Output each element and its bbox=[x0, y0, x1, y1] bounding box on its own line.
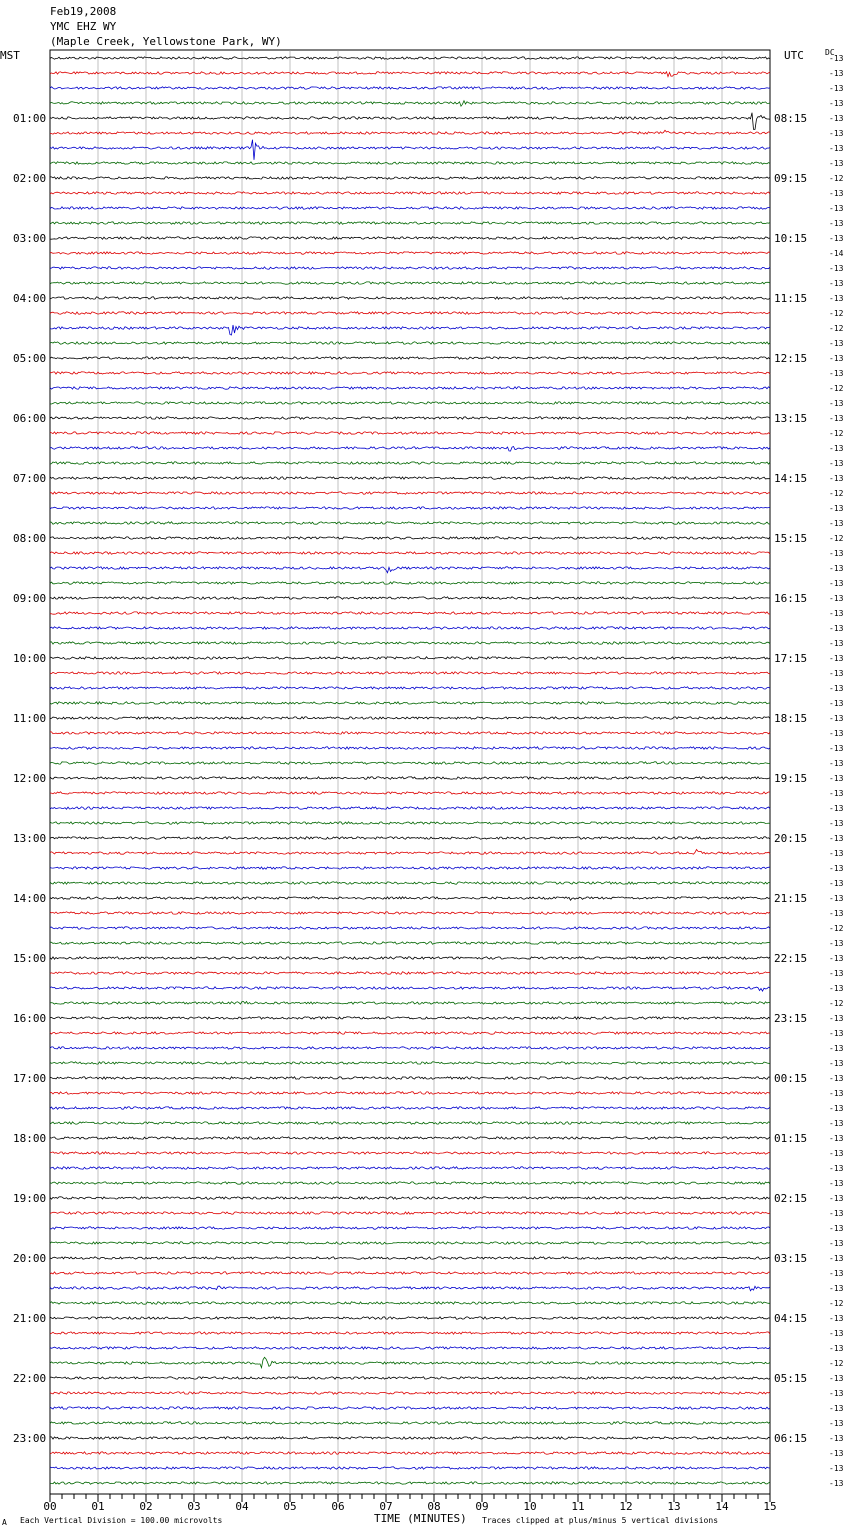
seismic-trace bbox=[50, 1137, 770, 1139]
seismic-trace bbox=[50, 447, 770, 452]
seismic-trace bbox=[50, 792, 770, 794]
dc-offset-label: -12 bbox=[829, 924, 844, 933]
right-hour-label: 15:15 bbox=[774, 532, 808, 545]
right-hour-label: 06:15 bbox=[774, 1432, 808, 1445]
dc-offset-label: -13 bbox=[829, 849, 844, 858]
dc-offset-label: -13 bbox=[829, 354, 844, 363]
seismic-trace bbox=[50, 777, 770, 779]
seismic-trace bbox=[50, 387, 770, 389]
seismic-trace bbox=[50, 1482, 770, 1484]
dc-offset-label: -13 bbox=[829, 399, 844, 408]
dc-label: DC bbox=[825, 48, 835, 57]
seismic-trace bbox=[50, 837, 770, 839]
seismic-trace bbox=[50, 850, 770, 855]
left-hour-label: 16:00 bbox=[13, 1012, 47, 1025]
dc-offset-label: -13 bbox=[829, 1074, 844, 1083]
seismic-trace bbox=[50, 1122, 770, 1124]
seismic-trace bbox=[50, 672, 770, 674]
seismic-trace bbox=[50, 912, 770, 914]
dc-offset-label: -13 bbox=[829, 699, 844, 708]
dc-offset-label: -13 bbox=[829, 624, 844, 633]
dc-offset-label: -13 bbox=[829, 879, 844, 888]
left-hour-label: 15:00 bbox=[13, 952, 47, 965]
right-hour-label: 01:15 bbox=[774, 1132, 808, 1145]
seismic-trace bbox=[50, 1017, 770, 1019]
seismic-trace bbox=[50, 297, 770, 299]
dc-offset-label: -13 bbox=[829, 1449, 844, 1458]
seismic-trace bbox=[50, 867, 770, 869]
dc-offset-label: -13 bbox=[829, 159, 844, 168]
dc-offset-label: -12 bbox=[829, 174, 844, 183]
seismic-trace bbox=[50, 762, 770, 764]
dc-offset-label: -13 bbox=[829, 714, 844, 723]
dc-offset-label: -12 bbox=[829, 384, 844, 393]
dc-offset-label: -13 bbox=[829, 1179, 844, 1188]
dc-offset-label: -13 bbox=[829, 414, 844, 423]
dc-offset-label: -13 bbox=[829, 834, 844, 843]
seismic-trace bbox=[50, 1407, 770, 1409]
dc-offset-label: -13 bbox=[829, 1479, 844, 1488]
left-hour-label: 12:00 bbox=[13, 772, 47, 785]
dc-offset-label: -13 bbox=[829, 789, 844, 798]
dc-offset-label: -13 bbox=[829, 1194, 844, 1203]
seismic-trace bbox=[50, 1317, 770, 1319]
seismic-trace bbox=[50, 462, 770, 464]
dc-offset-label: -13 bbox=[829, 1464, 844, 1473]
x-tick-label: 06 bbox=[331, 1500, 345, 1513]
x-tick-label: 02 bbox=[139, 1500, 153, 1513]
right-hour-label: 13:15 bbox=[774, 412, 808, 425]
dc-offset-label: -13 bbox=[829, 594, 844, 603]
dc-offset-label: -13 bbox=[829, 1014, 844, 1023]
left-hour-label: 04:00 bbox=[13, 292, 47, 305]
seismic-trace bbox=[50, 567, 770, 573]
seismic-trace bbox=[50, 267, 770, 269]
seismic-trace bbox=[50, 942, 770, 944]
station-code: YMC EHZ WY bbox=[50, 20, 117, 33]
dc-offset-label: -12 bbox=[829, 534, 844, 543]
seismic-trace bbox=[50, 552, 770, 554]
seismic-trace bbox=[50, 1227, 770, 1229]
dc-offset-label: -13 bbox=[829, 954, 844, 963]
seismic-trace bbox=[50, 252, 770, 254]
seismic-trace bbox=[50, 807, 770, 809]
seismic-trace bbox=[50, 582, 770, 584]
left-hour-label: 18:00 bbox=[13, 1132, 47, 1145]
dc-offset-label: -13 bbox=[829, 264, 844, 273]
seismic-trace bbox=[50, 987, 770, 991]
x-tick-label: 15 bbox=[763, 1500, 777, 1513]
x-tick-label: 08 bbox=[427, 1500, 441, 1513]
left-hour-label: 20:00 bbox=[13, 1252, 47, 1265]
left-hour-label: 02:00 bbox=[13, 172, 47, 185]
seismic-trace bbox=[50, 432, 770, 434]
dc-offset-label: -13 bbox=[829, 339, 844, 348]
left-hour-label: 21:00 bbox=[13, 1312, 47, 1325]
seismic-trace bbox=[50, 1032, 770, 1034]
dc-offset-label: -13 bbox=[829, 1374, 844, 1383]
dc-offset-label: -13 bbox=[829, 1254, 844, 1263]
x-tick-label: 04 bbox=[235, 1500, 249, 1513]
seismic-trace bbox=[50, 1092, 770, 1094]
seismic-trace bbox=[50, 687, 770, 689]
right-hour-label: 18:15 bbox=[774, 712, 808, 725]
seismic-trace bbox=[50, 882, 770, 884]
dc-offset-label: -13 bbox=[829, 1434, 844, 1443]
right-hour-label: 19:15 bbox=[774, 772, 808, 785]
right-hour-label: 20:15 bbox=[774, 832, 808, 845]
seismic-trace bbox=[50, 717, 770, 719]
dc-offset-label: -13 bbox=[829, 1389, 844, 1398]
dc-offset-label: -14 bbox=[829, 249, 844, 258]
seismic-trace bbox=[50, 972, 770, 974]
seismic-trace bbox=[50, 927, 770, 929]
dc-offset-label: -13 bbox=[829, 684, 844, 693]
right-hour-label: 09:15 bbox=[774, 172, 808, 185]
left-hour-label: 09:00 bbox=[13, 592, 47, 605]
dc-offset-label: -13 bbox=[829, 474, 844, 483]
dc-offset-label: -13 bbox=[829, 1029, 844, 1038]
x-tick-label: 14 bbox=[715, 1500, 729, 1513]
seismic-trace bbox=[50, 642, 770, 644]
seismic-trace bbox=[50, 192, 770, 194]
x-tick-label: 07 bbox=[379, 1500, 393, 1513]
dc-offset-label: -12 bbox=[829, 999, 844, 1008]
seismic-trace bbox=[50, 72, 770, 77]
dc-offset-label: -13 bbox=[829, 1239, 844, 1248]
dc-offset-label: -13 bbox=[829, 1284, 844, 1293]
dc-offset-label: -13 bbox=[829, 1329, 844, 1338]
seismic-trace bbox=[50, 222, 770, 224]
dc-offset-label: -13 bbox=[829, 1089, 844, 1098]
seismic-trace bbox=[50, 417, 770, 419]
dc-offset-label: -13 bbox=[829, 99, 844, 108]
clip-note: Traces clipped at plus/minus 5 vertical divisions bbox=[482, 1516, 719, 1525]
seismic-trace bbox=[50, 1212, 770, 1214]
seismic-trace bbox=[50, 130, 770, 134]
seismic-trace bbox=[50, 101, 770, 107]
seismic-trace bbox=[50, 1002, 770, 1005]
seismic-trace bbox=[50, 897, 770, 901]
left-timezone: MST bbox=[0, 49, 20, 62]
dc-offset-label: -13 bbox=[829, 939, 844, 948]
dc-offset-label: -13 bbox=[829, 204, 844, 213]
x-tick-label: 03 bbox=[187, 1500, 201, 1513]
right-hour-label: 11:15 bbox=[774, 292, 808, 305]
seismic-trace bbox=[50, 1242, 770, 1244]
dc-offset-label: -13 bbox=[829, 294, 844, 303]
seismic-trace bbox=[50, 325, 770, 335]
right-hour-label: 03:15 bbox=[774, 1252, 808, 1265]
dc-offset-label: -13 bbox=[829, 219, 844, 228]
seismic-trace bbox=[50, 1286, 770, 1291]
left-hour-label: 05:00 bbox=[13, 352, 47, 365]
dc-offset-label: -13 bbox=[829, 1104, 844, 1113]
seismic-trace bbox=[50, 1392, 770, 1394]
seismic-trace bbox=[50, 113, 770, 130]
seismic-trace bbox=[50, 732, 770, 734]
dc-offset-label: -13 bbox=[829, 609, 844, 618]
x-axis-title: TIME (MINUTES) bbox=[374, 1512, 467, 1525]
seismic-trace bbox=[50, 612, 770, 614]
dc-offset-label: -13 bbox=[829, 144, 844, 153]
seismic-trace bbox=[50, 1377, 770, 1379]
dc-offset-label: -13 bbox=[829, 909, 844, 918]
left-hour-label: 13:00 bbox=[13, 832, 47, 845]
dc-offset-label: -13 bbox=[829, 969, 844, 978]
seismic-trace bbox=[50, 627, 770, 629]
footer-mark: A bbox=[2, 1518, 7, 1527]
dc-offset-label: -13 bbox=[829, 1404, 844, 1413]
dc-offset-label: -12 bbox=[829, 1299, 844, 1308]
dc-offset-label: -13 bbox=[829, 54, 844, 63]
dc-offset-label: -13 bbox=[829, 1044, 844, 1053]
seismic-trace bbox=[50, 1347, 770, 1349]
right-hour-label: 12:15 bbox=[774, 352, 808, 365]
seismic-trace bbox=[50, 1302, 770, 1304]
seismic-trace bbox=[50, 207, 770, 209]
dc-offset-label: -12 bbox=[829, 1359, 844, 1368]
seismic-trace bbox=[50, 372, 770, 374]
seismic-trace bbox=[50, 1452, 770, 1454]
right-hour-label: 23:15 bbox=[774, 1012, 808, 1025]
seismic-trace bbox=[50, 57, 770, 59]
dc-offset-label: -13 bbox=[829, 189, 844, 198]
right-hour-label: 22:15 bbox=[774, 952, 808, 965]
dc-offset-label: -13 bbox=[829, 459, 844, 468]
dc-offset-label: -13 bbox=[829, 759, 844, 768]
right-hour-label: 05:15 bbox=[774, 1372, 808, 1385]
dc-offset-label: -13 bbox=[829, 819, 844, 828]
seismic-trace bbox=[50, 1422, 770, 1424]
x-tick-label: 09 bbox=[475, 1500, 489, 1513]
right-hour-label: 21:15 bbox=[774, 892, 808, 905]
seismic-trace bbox=[50, 1047, 770, 1049]
left-hour-label: 10:00 bbox=[13, 652, 47, 665]
left-hour-label: 17:00 bbox=[13, 1072, 47, 1085]
left-hour-label: 19:00 bbox=[13, 1192, 47, 1205]
left-hour-label: 22:00 bbox=[13, 1372, 47, 1385]
left-hour-label: 06:00 bbox=[13, 412, 47, 425]
x-tick-label: 01 bbox=[91, 1500, 105, 1513]
right-hour-label: 04:15 bbox=[774, 1312, 808, 1325]
left-hour-label: 03:00 bbox=[13, 232, 47, 245]
seismic-trace bbox=[50, 537, 770, 539]
dc-offset-label: -12 bbox=[829, 324, 844, 333]
dc-offset-label: -13 bbox=[829, 1209, 844, 1218]
seismic-trace bbox=[50, 1062, 770, 1064]
left-hour-label: 23:00 bbox=[13, 1432, 47, 1445]
seismic-trace bbox=[50, 492, 770, 494]
left-hour-label: 14:00 bbox=[13, 892, 47, 905]
seismic-trace bbox=[50, 1077, 770, 1079]
dc-offset-label: -13 bbox=[829, 444, 844, 453]
left-hour-label: 08:00 bbox=[13, 532, 47, 545]
seismic-trace bbox=[50, 822, 770, 824]
dc-offset-label: -13 bbox=[829, 579, 844, 588]
dc-offset-label: -13 bbox=[829, 69, 844, 78]
dc-offset-label: -13 bbox=[829, 1314, 844, 1323]
seismic-trace bbox=[50, 522, 770, 524]
dc-offset-label: -13 bbox=[829, 1119, 844, 1128]
dc-offset-label: -13 bbox=[829, 519, 844, 528]
seismic-trace bbox=[50, 312, 770, 314]
seismic-trace bbox=[50, 1467, 770, 1469]
dc-offset-label: -13 bbox=[829, 1269, 844, 1278]
dc-offset-label: -13 bbox=[829, 639, 844, 648]
seismic-trace bbox=[50, 657, 770, 659]
right-hour-label: 14:15 bbox=[774, 472, 808, 485]
seismic-trace bbox=[50, 477, 770, 479]
dc-offset-label: -12 bbox=[829, 309, 844, 318]
dc-offset-label: -13 bbox=[829, 984, 844, 993]
seismic-trace bbox=[50, 140, 770, 160]
x-tick-label: 12 bbox=[619, 1500, 633, 1513]
right-hour-label: 16:15 bbox=[774, 592, 808, 605]
dc-offset-label: -13 bbox=[829, 744, 844, 753]
right-hour-label: 17:15 bbox=[774, 652, 808, 665]
dc-offset-label: -13 bbox=[829, 1134, 844, 1143]
dc-offset-label: -13 bbox=[829, 1149, 844, 1158]
dc-offset-label: -13 bbox=[829, 279, 844, 288]
x-tick-label: 10 bbox=[523, 1500, 537, 1513]
dc-offset-label: -13 bbox=[829, 894, 844, 903]
seismic-trace bbox=[50, 747, 770, 749]
x-tick-label: 00 bbox=[43, 1500, 57, 1513]
dc-offset-label: -13 bbox=[829, 654, 844, 663]
x-tick-label: 05 bbox=[283, 1500, 297, 1513]
seismic-trace bbox=[50, 1272, 770, 1274]
right-hour-label: 10:15 bbox=[774, 232, 808, 245]
seismic-trace bbox=[50, 1152, 770, 1154]
seismic-trace bbox=[50, 87, 770, 89]
right-hour-label: 08:15 bbox=[774, 112, 808, 125]
seismic-trace bbox=[50, 1257, 770, 1259]
seismic-trace bbox=[50, 1107, 770, 1109]
dc-offset-label: -13 bbox=[829, 729, 844, 738]
right-hour-label: 00:15 bbox=[774, 1072, 808, 1085]
dc-offset-label: -13 bbox=[829, 129, 844, 138]
seismic-trace bbox=[50, 1167, 770, 1169]
seismic-trace bbox=[50, 1437, 770, 1439]
seismic-trace bbox=[50, 1357, 770, 1367]
seismic-trace bbox=[50, 402, 770, 404]
seismic-trace bbox=[50, 597, 770, 599]
dc-offset-label: -13 bbox=[829, 549, 844, 558]
dc-offset-label: -13 bbox=[829, 1344, 844, 1353]
dc-offset-label: -13 bbox=[829, 1164, 844, 1173]
seismic-trace bbox=[50, 282, 770, 284]
left-hour-label: 01:00 bbox=[13, 112, 47, 125]
seismic-trace bbox=[50, 357, 770, 359]
dc-offset-label: -13 bbox=[829, 114, 844, 123]
dc-offset-label: -13 bbox=[829, 669, 844, 678]
dc-offset-label: -13 bbox=[829, 1059, 844, 1068]
dc-offset-label: -13 bbox=[829, 84, 844, 93]
left-hour-label: 11:00 bbox=[13, 712, 47, 725]
seismic-trace bbox=[50, 507, 770, 509]
seismic-trace bbox=[50, 342, 770, 344]
right-timezone: UTC bbox=[784, 49, 804, 62]
x-tick-label: 13 bbox=[667, 1500, 681, 1513]
dc-offset-label: -13 bbox=[829, 864, 844, 873]
station-location: (Maple Creek, Yellowstone Park, WY) bbox=[50, 35, 282, 48]
dc-offset-label: -13 bbox=[829, 564, 844, 573]
x-tick-label: 11 bbox=[571, 1500, 585, 1513]
right-hour-label: 02:15 bbox=[774, 1192, 808, 1205]
dc-offset-label: -13 bbox=[829, 504, 844, 513]
seismic-trace bbox=[50, 1332, 770, 1334]
dc-offset-label: -13 bbox=[829, 369, 844, 378]
dc-offset-label: -12 bbox=[829, 489, 844, 498]
dc-offset-label: -12 bbox=[829, 429, 844, 438]
seismic-trace bbox=[50, 702, 770, 704]
seismic-trace bbox=[50, 162, 770, 164]
left-hour-label: 07:00 bbox=[13, 472, 47, 485]
seismic-trace bbox=[50, 1182, 770, 1184]
dc-offset-label: -13 bbox=[829, 804, 844, 813]
scale-note: Each Vertical Division = 100.00 microvolts bbox=[20, 1516, 223, 1525]
dc-offset-label: -13 bbox=[829, 1224, 844, 1233]
seismic-trace bbox=[50, 237, 770, 239]
dc-offset-label: -13 bbox=[829, 234, 844, 243]
seismic-trace bbox=[50, 1197, 770, 1199]
dc-offset-label: -13 bbox=[829, 774, 844, 783]
seismic-trace bbox=[50, 957, 770, 959]
seismic-trace bbox=[50, 177, 770, 179]
dc-offset-label: -13 bbox=[829, 1419, 844, 1428]
plot-date: Feb19,2008 bbox=[50, 5, 117, 18]
